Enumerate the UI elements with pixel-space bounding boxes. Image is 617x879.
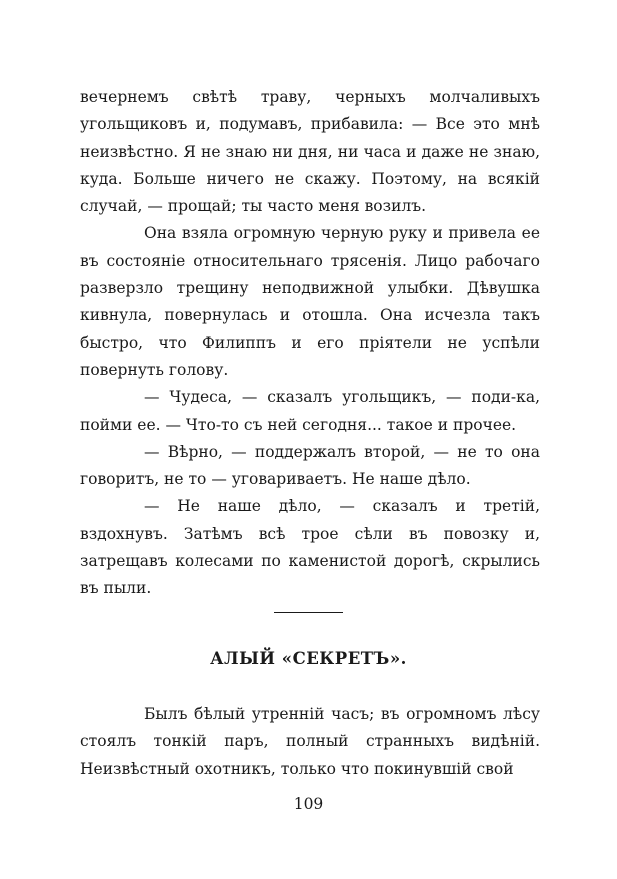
paragraph: Былъ бѣлый утренній часъ; въ огромномъ лѣсу стоялъ тонкій паръ, полный странныхъ видѣній. Неизвѣстный охотникъ, только что покинувшій свой (80, 705, 540, 778)
paragraph-continued: вечернемъ свѣтѣ траву, черныхъ молчаливыхъ угольщиковъ и, подумавъ, прибавила: — Все это мнѣ неизвѣстно. Я не знаю ни дня, ни часа и даже не знаю, куда. Больше ничего не скажу. Поэтому, на всякій случай, — прощай; ты часто меня возилъ. (80, 88, 540, 216)
paragraph-dialogue: — Вѣрно, — поддержалъ второй, — не то она говоритъ, не то — уговариваетъ. Не наше дѣло. (80, 442, 540, 489)
chapter-title: АЛЫЙ «СЕКРЕТЪ». (210, 649, 407, 668)
body-text-top (80, 84, 540, 603)
section-divider-rule (274, 612, 343, 613)
page-number: 109 (293, 795, 324, 813)
body-text-bottom (80, 701, 540, 783)
paragraph-dialogue: — Не наше дѣло, — сказалъ и третій, вздохнувъ. Затѣмъ всѣ трое сѣли въ повозку и, затрещавъ колесами по каменистой дорогѣ, скрылись въ пыли. (80, 497, 540, 598)
paragraph: Она взяла огромную черную руку и привела ее въ состояніе относительнаго трясенія. Лицо рабочаго разверзло трещину неподвижной улыбки. Дѣвушка кивнула, повернулась и отошла. Она исчезла такъ быстро, что Филиппъ и его пріятели не успѣли повернуть голову. (80, 224, 540, 379)
paragraph-dialogue: — Чудеса, — сказалъ угольщикъ, — поди-ка, пойми ее. — Что-то съ ней сегодня... такое и прочее. (80, 388, 540, 434)
